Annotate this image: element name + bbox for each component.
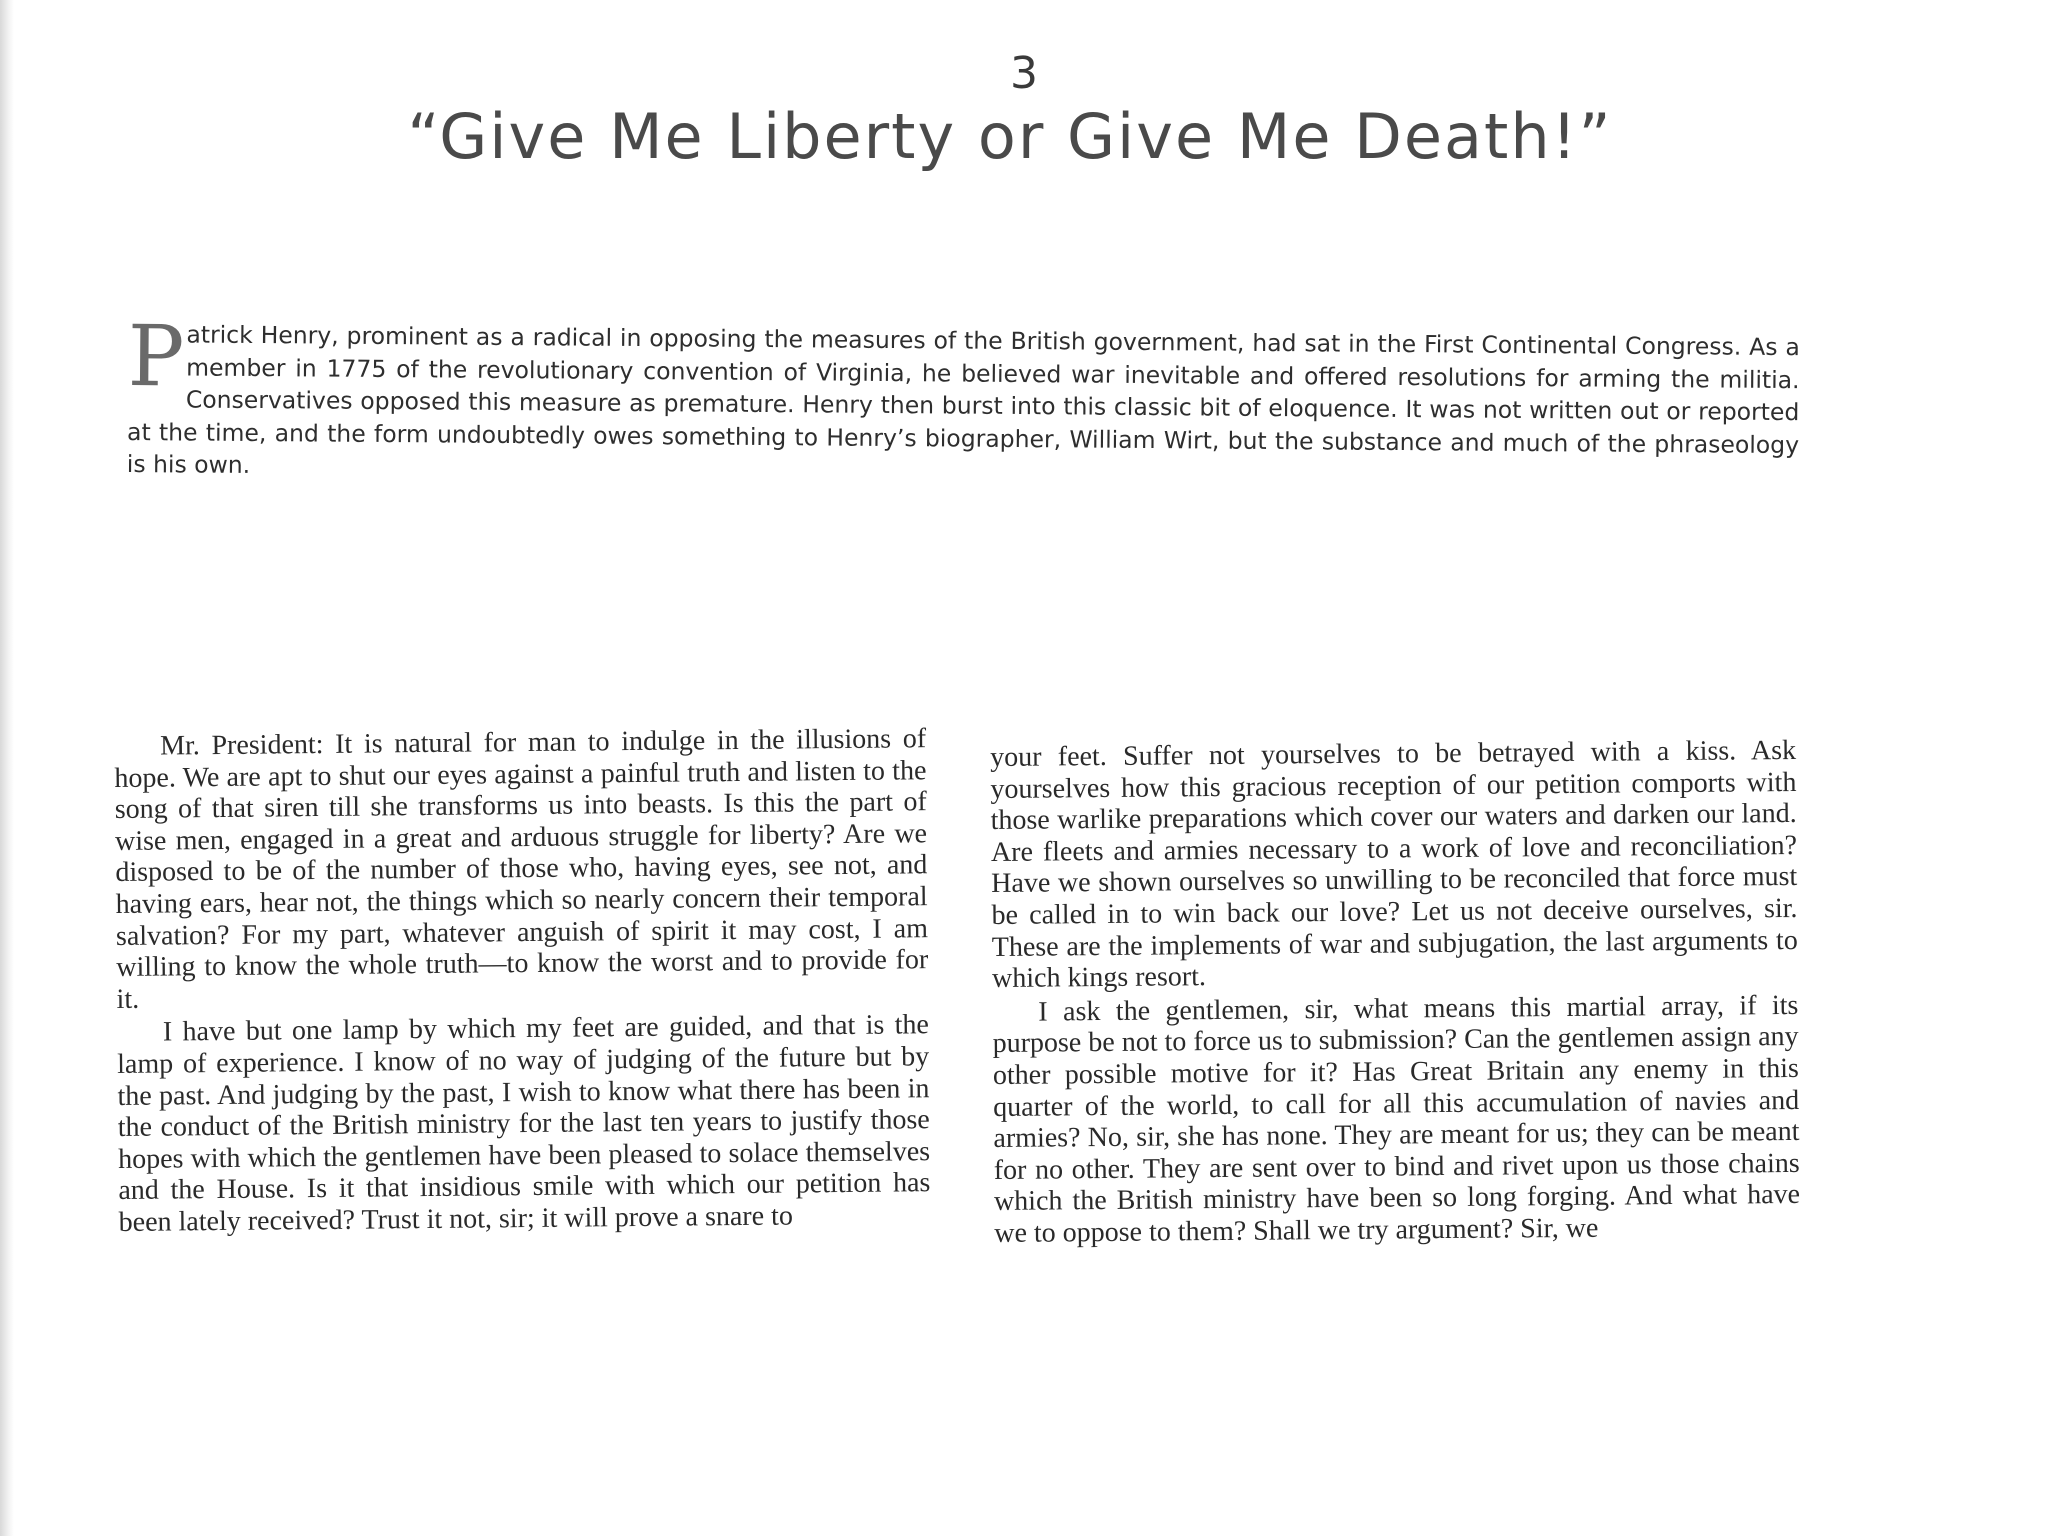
page-edge-shadow — [0, 0, 14, 1536]
chapter-title: “Give Me Liberty or Give Me Death!” — [407, 100, 1613, 173]
speech-right-column — [990, 735, 1800, 1250]
speech-paragraph: Mr. President: It is natural for man to indulge in the illusions of hope. We are apt to shut our eyes against a painful truth and listen to the song of that siren till she transforms us into beasts. Is this the part of wise men, engaged in a great and arduous struggle for liberty? Are we disposed to be of the number of those who, having eyes, see not, and having ears, hear not, the things which so nearly concern their temporal salvation? For my part, whatever anguish of spirit it may cost, I am willing to know the whole truth—to know the worst and to provide for it. — [114, 723, 929, 1015]
intro-text: atrick Henry, prominent as a radical in opposing the measures of the British government, had sat in the First Continental Congress. As a member in 1775 of the revolutionary convention of Virginia, he believed war inevitable and offered resolutions for arming the militia. Conservatives opposed this measure as premature. Henry then burst into this classic bit of eloquence. It was not written out or reported at the time, and the form undoubtedly owes something to Henry’s biographer, William Wirt, but the substance and much of the phraseology is his own. — [126, 320, 1800, 479]
speech-paragraph-continued: your feet. Suffer not yourselves to be betrayed with a kiss. Ask yourselves how this gracious reception of our petition comports with those warlike preparations which cover our waters and darken our land. Are fleets and armies necessary to a work of love and reconciliation? Have we shown ourselves so unwilling to be reconciled that force must be called in to win back our love? Let us not deceive ourselves, sir. These are the implements of war and subjugation, the last arguments to which kings resort. — [990, 734, 1798, 995]
speech-paragraph: I have but one lamp by which my feet are guided, and that is the lamp of experience. I know of no way of judging of the future but by the past. And judging by the past, I wish to know what there has been in the conduct of the British ministry for the last ten years to justify those hopes with which the gentlemen have been pleased to solace themselves and the House. Is it that insidious smile with which our petition has been lately received? Trust it not, sir; it will prove a snare to — [117, 1009, 931, 1238]
intro-paragraph — [126, 307, 1800, 494]
drop-cap: P — [127, 307, 185, 406]
speech-left-column — [114, 723, 931, 1238]
chapter-number: 3 — [1010, 48, 1038, 99]
speech-paragraph: I ask the gentlemen, sir, what means this martial array, if its purpose be not to force us to submission? Can the gentlemen assign any other possible motive for it? Has Great Britain any enemy in this quarter of the world, to call for all this accumulation of navies and armies? No, sir, she has none. They are meant for us; they can be meant for no other. They are sent over to bind and rivet upon us those chains which the British ministry have been so long forging. And what have we to oppose to them? Shall we try argument? Sir, we — [992, 989, 1801, 1249]
